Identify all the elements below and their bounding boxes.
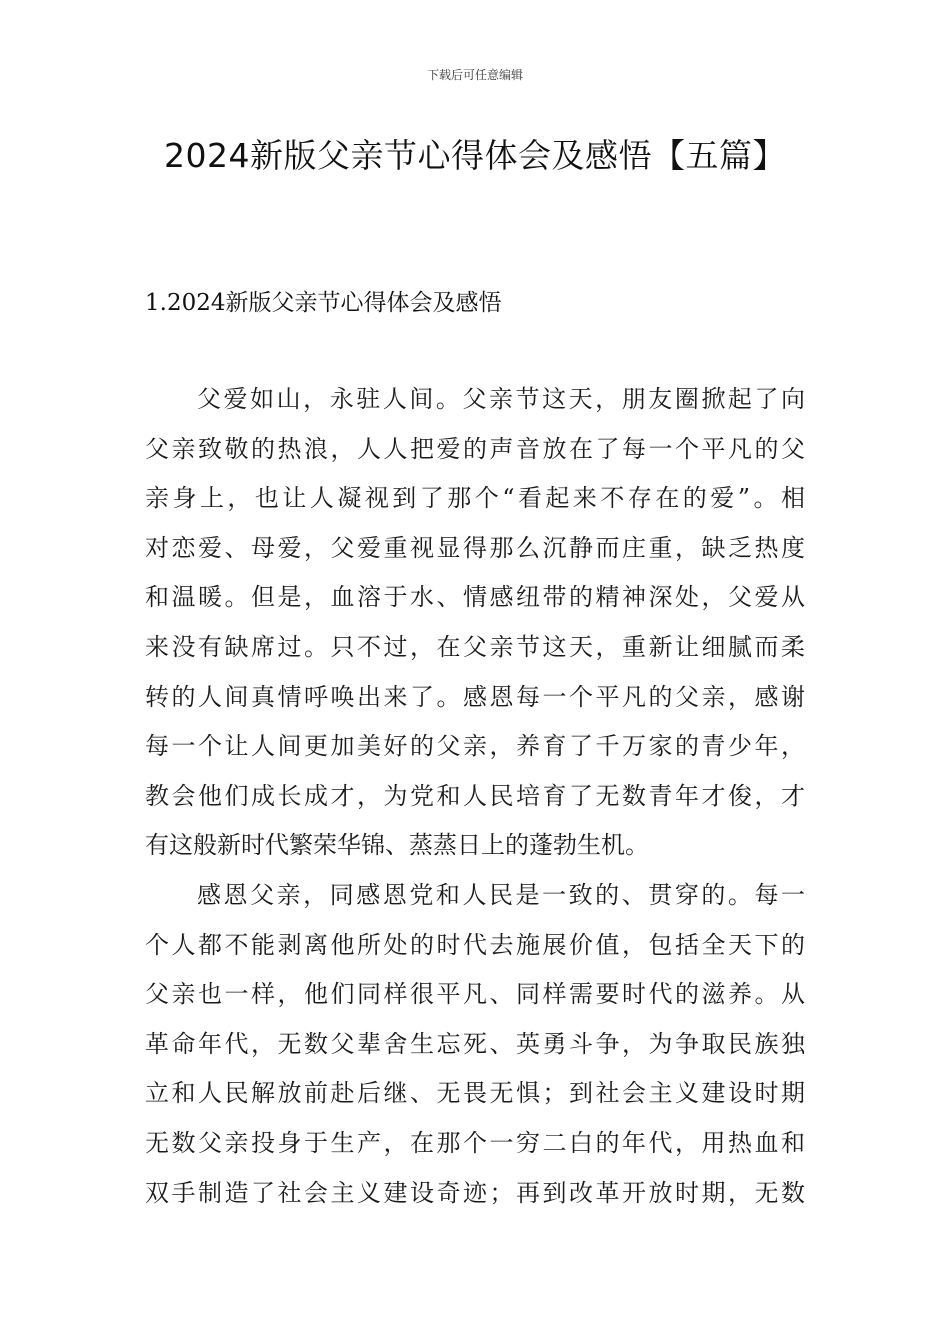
paragraph-line: 父亲致敬的热浪，人人把爱的声音放在了每一个平凡的父 [145,434,805,463]
header-note: 下载后可任意编辑 [426,68,523,82]
paragraph-1 [145,377,805,873]
paragraph-line: 父爱如山，永驻人间。父亲节这天，朋友圈掀起了向 [197,385,805,413]
paragraph-line: 无数父亲投身于生产，在那个一穷二白的年代，用热血和 [145,1128,805,1157]
paragraph-line: 每一个让人间更加美好的父亲，养育了千万家的青少年， [145,732,805,761]
paragraph-line: 和温暖。但是，血溶于水、情感纽带的精神深处，父爱从 [145,583,805,612]
paragraph-line: 有这般新时代繁荣华锦、蒸蒸日上的蓬勃生机。 [145,831,649,860]
paragraph-line: 革命年代，无数父辈舍生忘死、英勇斗争，为争取民族独 [145,1029,805,1058]
section-heading: 1.2024新版父亲节心得体会及感悟 [145,290,502,316]
paragraph-line: 立和人民解放前赴后继、无畏无惧；到社会主义建设时期 [145,1079,805,1108]
paragraph-line: 教会他们成长成才，为党和人民培育了无数青年才俊，才 [145,781,805,810]
paragraph-line: 双手制造了社会主义建设奇迹；再到改革开放时期，无数 [145,1178,805,1207]
paragraph-line: 个人都不能剥离他所处的时代去施展价值，包括全天下的 [145,930,805,959]
paragraph-line: 父亲也一样，他们同样很平凡、同样需要时代的滋养。从 [145,980,805,1009]
paragraph-line: 亲身上，也让人凝视到了那个“看起来不存在的爱”。相 [145,484,805,513]
paragraph-line: 感恩父亲，同感恩党和人民是一致的、贯穿的。每一 [197,880,805,909]
body-text [145,377,805,1220]
paragraph-2 [145,873,805,1220]
document-title: 2024新版父亲节心得体会及感悟【五篇】 [164,136,786,175]
paragraph-line: 来没有缺席过。只不过，在父亲节这天，重新让细腻而柔 [145,632,805,661]
paragraph-line: 对恋爱、母爱，父爱重视显得那么沉静而庄重，缺乏热度 [145,533,805,562]
paragraph-line: 转的人间真情呼唤出来了。感恩每一个平凡的父亲，感谢 [145,682,805,711]
